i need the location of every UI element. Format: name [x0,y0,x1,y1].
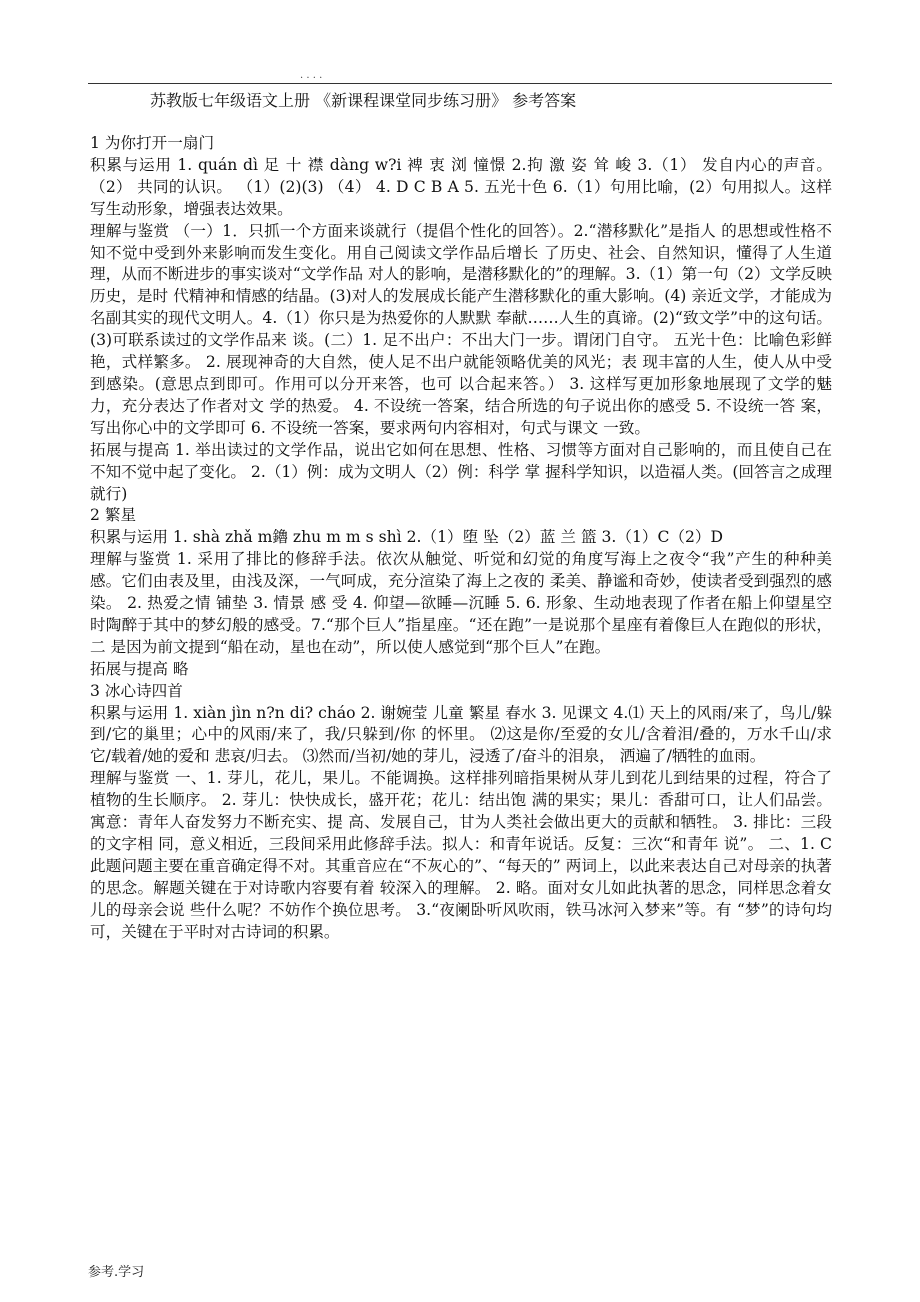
lesson-heading: 3 冰心诗四首 [90,681,183,700]
page-footer: 参考.学习 [88,1265,145,1280]
answer-content [90,133,832,944]
answer-paragraph: 理解与鉴赏 一、1. 芽儿，花儿，果儿。不能调换。这样排列暗指果树从芽儿到花儿到结果的过程，符合了植物的生长顺序。 2. 芽儿：快快成长，盛开花；花儿：结出饱 满的果实；果儿：香甜可口，让人们品尝。寓意：青年人奋发努力不断充实、提 高、发展自己，甘为人类社会做出更大的贡献和牺牲。 3. 排比：三段的文字相 同，意义相近，三段间采用此修辞手法。拟人：和青年说话。反复：三次“和青年 说”。 二、1. C 此题问题主要在重音确定得不对。其重音应在“不灰心的”、“每天的” 两词上，以此来表达自己对母亲的执著的思念。解题关键在于对诗歌内容要有着 较深入的理解。 2. 略。面对女儿如此执著的思念，同样思念着女儿的母亲会说 些什么呢？不妨作个换位思考。 3.“夜阑卧听风吹雨，铁马冰河入梦来”等。有 “梦”的诗句均可，关键在于平时对古诗词的积累。 [90,769,832,941]
lesson-heading: 1 为你打开一扇门 [90,134,215,152]
answer-paragraph: 理解与鉴赏 （一）1．只抓一个方面来谈就行（提倡个性化的回答）。2.“潜移默化”是指人 的思想或性格不知不觉中受到外来影响而发生变化。用自己阅读文学作品后增长 了历史、社会、自然知识，懂得了人生道理，从而不断进步的事实谈对“文学作品 对人的影响，是潜移默化的”的理解。3.（1）第一句（2）文学反映历史，是时 代精神和情感的结晶。(3)对人的发展成长能产生潜移默化的重大影响。(4) 亲近文学，才能成为名副其实的现代文明人。4.（1）你只是为热爱你的人默默 奉献……人生的真谛。(2)“致文学”中的这句话。(3)可联系读过的文学作品来 谈。(二）1. 足不出户：不出大门一步。谓闭门自守。 五光十色：比喻色彩鲜 艳，式样繁多。 2. 展现神奇的大自然，使人足不出户就能领略优美的风光；表 现丰富的人生，使人从中受到感染。(意思点到即可。作用可以分开来答，也可 以合起来答。） 3. 这样写更加形象地展现了文学的魅力，充分表达了作者对文 学的热爱。 4. 不设统一答案，结合所选的句子说出你的感受 5. 不设统一答 案，写出你心中的文学即可 6. 不设统一答案，要求两句内容相对，句式与课文 一致。 [90,221,832,437]
answer-paragraph: 积累与运用 1. shà zhǎ m鑥 zhu m m s shì 2.（1）堕 坠（2）蓝 兰 篮 3.（1）C（2）D [90,528,724,547]
answer-paragraph: 积累与运用 1. quán dì 足 十 襟 dàng w?i 裨 衷 浏 憧憬 2.拘 激 姿 耸 峻 3.（1） 发自内心的声音。 （2） 共同的认识。 （1）(2)(3) （4） 4. D C B A 5. 五光十色 6.（1）句用比喻，(2）句用拟人。这样写生动形象，增强表达效果。 [90,155,832,218]
answer-paragraph: 理解与鉴赏 1. 采用了排比的修辞手法。依次从触觉、听觉和幻觉的角度写海上之夜令“我”产生的种种美感。它们由表及里，由浅及深，一气呵成，充分渲染了海上之夜的 柔美、静谧和奇妙，使读者受到强烈的感染。 2. 热爱之情 铺垫 3. 情景 感 受 4. 仰望—欲睡—沉睡 5. 6. 形象、生动地表现了作者在船上仰望星空时陶醉于其中的梦幻般的感受。7.“那个巨人”指星座。“还在跑”一是说那个星座有着像巨人在跑似的形状，二 是因为前文提到“船在动，星也在动”，所以使人感觉到“那个巨人”在跑。 [90,550,832,656]
document-title: 苏教版七年级语文上册 《新课程课堂同步练习册》 参考答案 [150,91,577,110]
answer-paragraph: 拓展与提高 1. 举出读过的文学作品，说出它如何在思想、性格、习惯等方面对自己影响的，而且使自己在不知不觉中起了变化。 2.（1）例：成为文明人（2）例：科学 掌 握科学知识，以造福人类。(回答言之成理就行) [90,440,832,503]
lesson-heading: 2 繁星 [90,506,137,525]
header-rule [88,83,832,84]
header-dots: . . . . [300,70,323,81]
answer-paragraph: 积累与运用 1. xiàn jìn n?n di? cháo 2. 谢婉莹 儿童 繁星 春水 3. 见课文 4.⑴ 天上的风雨/来了，鸟儿/躲到/它的巢里；心中的风雨/来了，我/只躲到/你 的怀里。 ⑵这是你/至爱的女儿/含着泪/叠的，万水千山/求它/载着/她的爱和 悲哀/归去。 ⑶然而/当初/她的芽儿，浸透了/奋斗的泪泉， 洒遍了/牺牲的血雨。 [90,703,832,766]
answer-paragraph: 拓展与提高 略 [90,659,189,678]
